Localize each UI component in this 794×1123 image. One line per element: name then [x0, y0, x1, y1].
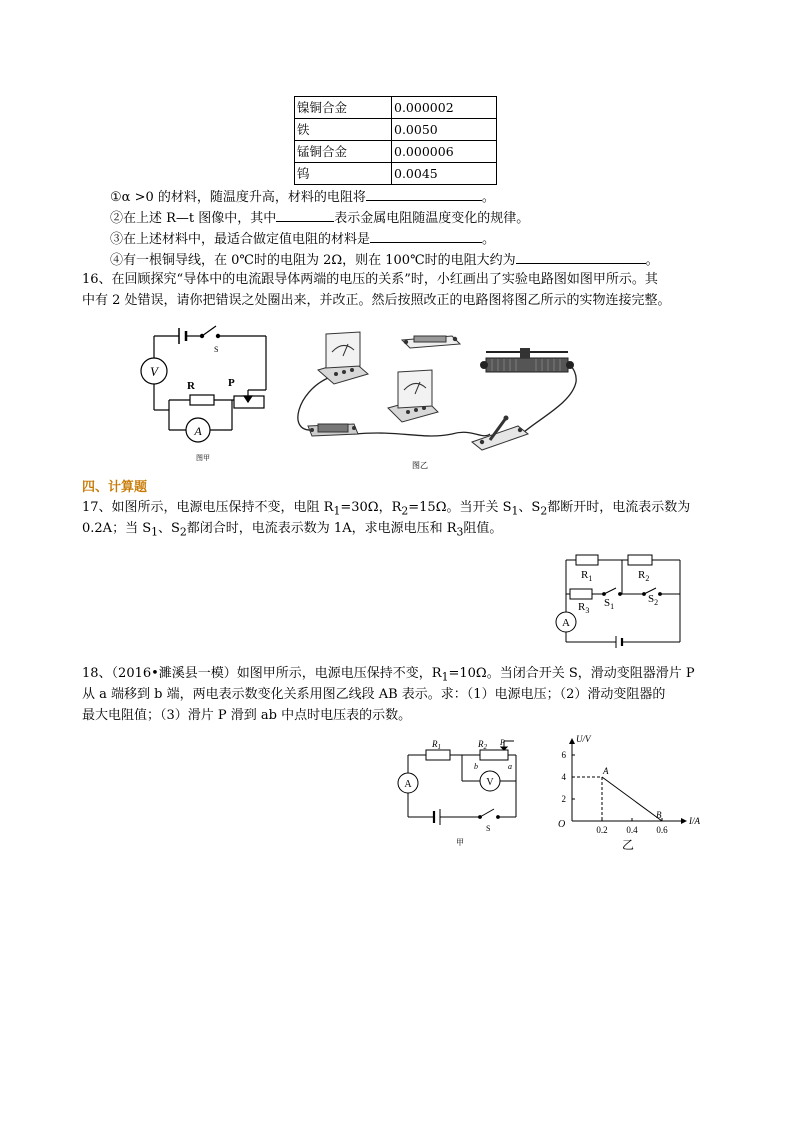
x-axis-arrow: [681, 818, 687, 824]
table-row: [295, 119, 497, 141]
answer-blank[interactable]: [516, 249, 646, 264]
q15-item-4: ④有一根铜导线，在 0℃时的电阻为 2Ω，则在 100℃时的电阻大约为 。: [110, 249, 659, 271]
end-a-label: a: [508, 762, 512, 771]
apparatus-figure-yi: [292, 322, 582, 472]
q17-text-line-1: 17、如图所示，电源电压保持不变，电阻 $R_1=30\Omega$，$R_2=15\Omega$。当开关 $S_1$、$S_2$都断开时，电流表示数为: [82, 500, 691, 518]
material-cell: 锰铜合金: [295, 141, 392, 163]
r2-label: $R_2$: [638, 569, 650, 583]
meter-1: [318, 332, 368, 384]
r2-label: $R_2$: [478, 739, 487, 751]
q18-text-line-2: 从 a 端移到 b 端，两电表示数变化关系用图乙线段 AB 表示。求：（1）电源电压；（2）滑动变阻器的: [82, 687, 666, 702]
y-axis-arrow: [569, 738, 575, 744]
r1-label: $R_1$: [432, 739, 441, 751]
answer-blank[interactable]: [370, 228, 482, 243]
coefficient-cell: 0.0050: [392, 119, 497, 141]
meter-2: [388, 370, 438, 422]
switch-label: S: [214, 345, 219, 354]
material-table: [294, 96, 497, 185]
circuit-diagram-q18-jia: [396, 735, 526, 850]
answer-blank[interactable]: [276, 207, 334, 222]
section-title: 四、计算题: [82, 480, 148, 495]
x-tick-label: 0.2: [596, 825, 608, 835]
r1-label: $R_1$: [581, 569, 593, 583]
material-cell: 铁: [295, 119, 392, 141]
battery-holder: [308, 424, 358, 436]
slider-label: P: [500, 738, 505, 747]
table-row: [295, 163, 497, 185]
origin-label: O: [558, 819, 566, 830]
y-tick-label: 2: [561, 794, 566, 804]
point-label: B: [656, 810, 662, 820]
knife-switch: [472, 416, 528, 451]
figure-caption-yi: 乙: [622, 838, 635, 852]
q15-item-2: ②在上述 R—t 图像中，其中 表示金属电阻随温度变化的规律。: [110, 207, 529, 229]
r3-label: $R_3$: [578, 601, 590, 615]
rheostat: [480, 348, 574, 372]
q15-item-3: ③在上述材料中，最适合做定值电阻的材料是 。: [110, 228, 495, 250]
q15-item-1: ①α >0 的材料，随温度升高，材料的电阻将 。: [110, 186, 495, 208]
u-i-graph: [552, 725, 712, 855]
q18-text-line-3: 最大电阻值；（3）滑片 P 滑到 ab 中点时电压表的示数。: [82, 708, 412, 723]
y-tick-label: 4: [561, 772, 566, 782]
fixed-resistor-board: [402, 336, 460, 348]
q18-text-line-1: 18、（2016•濉溪县一模）如图甲所示，电源电压保持不变，$R_1=10\Omega$。当闭合开关 S，滑动变阻器滑片 P: [82, 666, 695, 684]
y-tick-label: 6: [561, 750, 566, 760]
table-row: [295, 141, 497, 163]
slider-label: P: [228, 377, 235, 389]
figure-caption-jia: 甲: [456, 838, 464, 847]
circuit-diagram-q17: [548, 550, 688, 650]
circuit-diagram-jia: [134, 318, 274, 468]
point-label: A: [603, 766, 609, 776]
resistor-label: R: [187, 380, 195, 392]
coefficient-cell: 0.000002: [392, 97, 497, 119]
y-axis-label: U/V: [576, 734, 591, 744]
x-tick-label: 0.6: [656, 825, 668, 835]
figure-caption-yi: 图乙: [412, 461, 428, 470]
s1-label: $S_1$: [604, 597, 615, 611]
material-cell: 钨: [295, 163, 392, 185]
ammeter-label: A: [404, 779, 412, 790]
voltmeter-label: V: [486, 777, 494, 788]
table-row: [295, 97, 497, 119]
voltmeter-label: V: [150, 364, 158, 379]
coefficient-cell: 0.000006: [392, 141, 497, 163]
end-b-label: b: [474, 762, 478, 771]
switch-label: S: [486, 824, 491, 833]
q17-text-line-2: 0.2A；当 $S_1$、$S_2$都闭合时，电流表示数为 1A，求电源电压和 $R_3$阻值。: [82, 521, 503, 539]
answer-blank[interactable]: [366, 186, 482, 201]
x-tick-label: 0.4: [626, 825, 638, 835]
q16-text-line-1: 16、在回顾探究“导体中的电流跟导体两端的电压的关系”时，小红画出了实验电路图如图甲所示。其: [82, 272, 658, 287]
coefficient-cell: 0.0045: [392, 163, 497, 185]
x-axis-label: I/A: [689, 816, 700, 826]
q16-text-line-2: 中有 2 处错误，请你把错误之处圈出来，并改正。然后按照改正的电路图将图乙所示的实物连接完整。: [82, 293, 671, 308]
ammeter-label: A: [562, 617, 570, 629]
s2-label: $S_2$: [648, 593, 659, 607]
figure-caption-jia: 图甲: [196, 454, 210, 462]
ammeter-label: A: [194, 424, 202, 438]
material-cell: 镍铜合金: [295, 97, 392, 119]
segment-ab: [602, 777, 662, 821]
